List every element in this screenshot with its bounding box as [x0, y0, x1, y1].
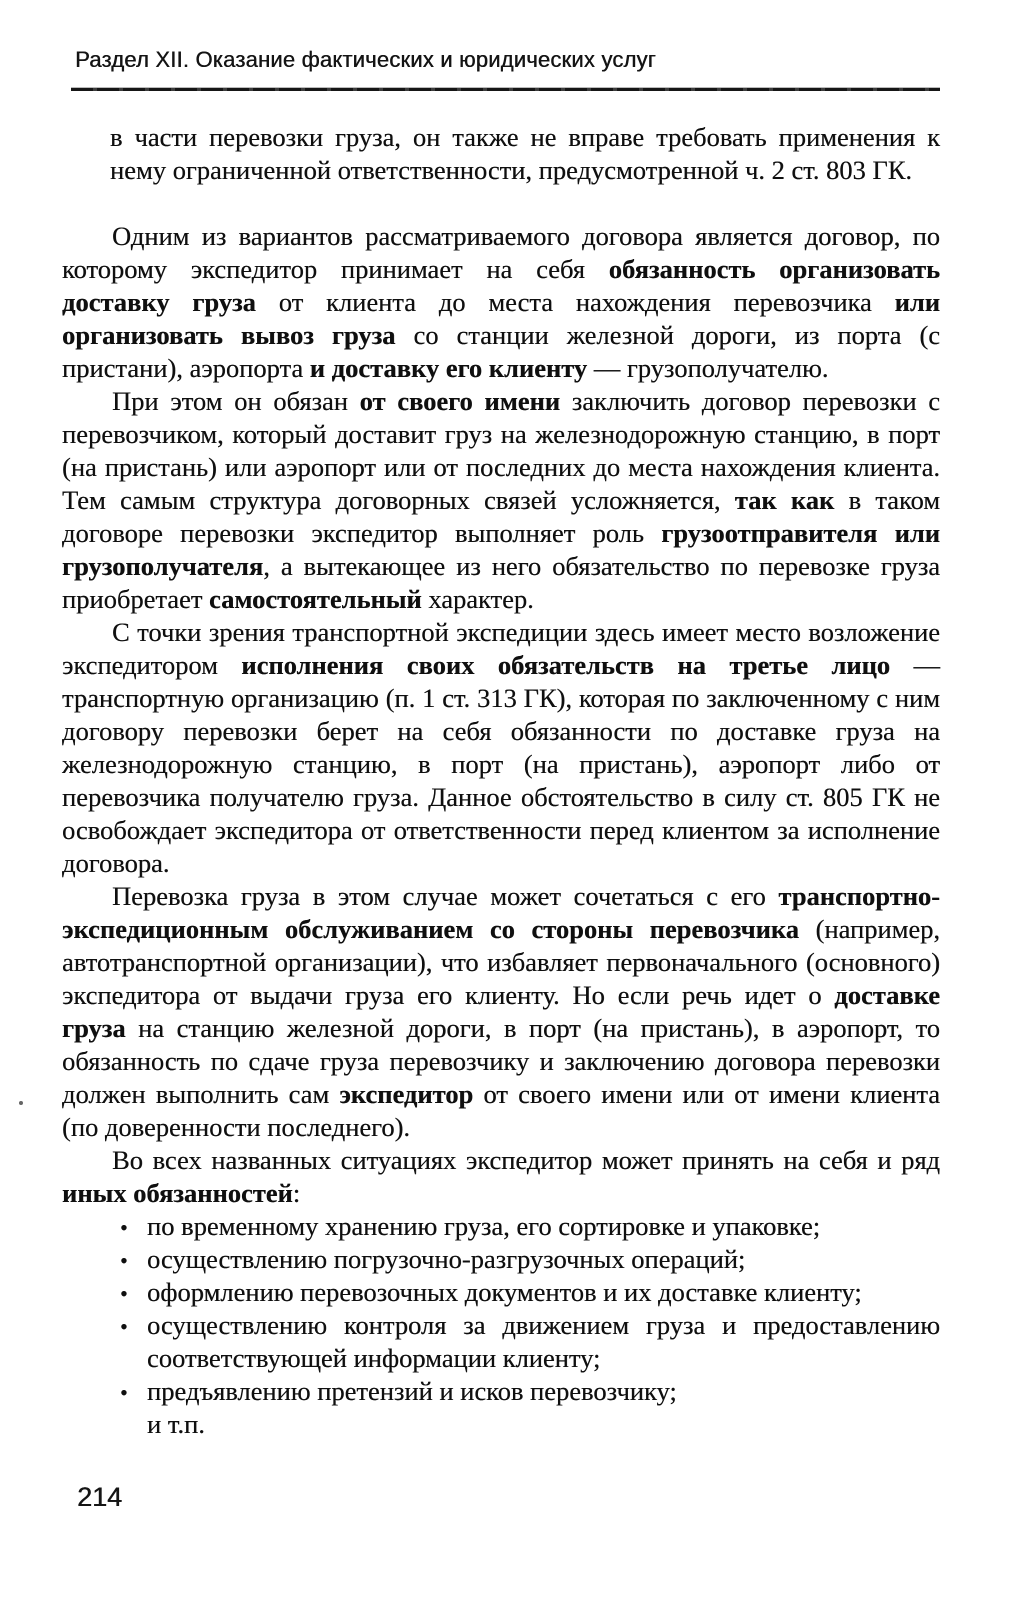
bullet-icon: • — [120, 1380, 128, 1405]
etc-line: и т.п. — [147, 1409, 205, 1439]
list-item-text — [147, 1244, 745, 1274]
bold-text-run: и доставку его клиенту — [309, 353, 588, 383]
text-run: по временному хранению груза, его сортировке и упаковке; — [147, 1211, 821, 1241]
bold-text-run: исполнения своих обязательств на третье лицо — [241, 650, 891, 680]
bullet-icon: • — [120, 1215, 128, 1240]
paragraph — [62, 385, 940, 616]
bold-text-run: или организовать вывоз груза — [62, 287, 940, 350]
paragraph — [62, 616, 940, 880]
list-item — [62, 1243, 940, 1276]
text-run: предъявлению претензий и исков перевозчику; — [147, 1376, 677, 1406]
text-run: С точки зрения транспортной экспедиции здесь имеет место возложение экспедитором — [62, 617, 940, 680]
text-run: (например, автотранспортной организации), что избавляет первоначального (основного) экспедитора от выдачи груза его клиенту. Но если речь идет о — [62, 914, 940, 1010]
list-item-text — [147, 1310, 940, 1373]
text-run: от своего имени или от имени клиента (по доверенности последнего). — [62, 1079, 941, 1142]
bold-text-run: экспедитор — [339, 1079, 474, 1109]
bold-text-run: так как — [734, 485, 835, 515]
text-run: характер. — [421, 584, 534, 614]
text-run: Одним из вариантов рассматриваемого договора является договор, по которому экспедитор принимает на себя — [62, 221, 940, 284]
header-rule — [71, 88, 940, 91]
text-run: осуществлению погрузочно-разгрузочных операций; — [147, 1244, 746, 1274]
paragraph — [62, 1144, 940, 1210]
bold-text-run: самостоятельный — [209, 584, 422, 614]
bullet-list — [62, 1210, 940, 1408]
bold-text-run: от своего имени — [359, 386, 561, 416]
list-item — [62, 1210, 940, 1243]
page-number: 214 — [77, 1482, 123, 1512]
text-run: в таком договоре перевозки экспедитор выполняет роль — [62, 485, 940, 548]
list-item-text — [147, 1277, 862, 1307]
paragraphs-container — [62, 220, 940, 1210]
text-run: : — [292, 1178, 301, 1208]
text-run: , а вытекающее из него обязательство по перевозке груза приобретает — [62, 551, 940, 614]
text-run: Перевозка груза в этом случае может сочетаться с его — [112, 881, 779, 911]
text-run: осуществлению контроля за движением груза и предоставлению соответствующей информации клиенту; — [147, 1310, 940, 1373]
continuation-paragraph — [110, 121, 940, 187]
scan-artifact-dot — [19, 1101, 23, 1105]
bold-text-run: доставке груза — [62, 980, 940, 1043]
bullet-icon: • — [120, 1248, 128, 1273]
text-run: от клиента до места нахождения перевозчика — [255, 287, 895, 317]
bullet-icon: • — [120, 1281, 128, 1306]
bold-text-run: грузоотправителя или грузополучателя — [62, 518, 940, 581]
bold-text-run: транспортно-экспедиционным обслуживанием со стороны перевозчика — [62, 881, 940, 944]
list-item — [62, 1375, 940, 1408]
list-item-text — [147, 1211, 820, 1241]
bold-text-run: обязанность организовать доставку груза — [62, 254, 940, 317]
bullet-icon: • — [120, 1314, 128, 1339]
running-header-title: Раздел XII. Оказание фактических и юридических услуг — [75, 47, 656, 72]
list-item — [62, 1276, 940, 1309]
text-run: Во всех названных ситуациях экспедитор может принять на себя и ряд — [112, 1145, 940, 1175]
text-run: на станцию железной дороги, в порт (на пристань), в аэропорт, то обязанность по сдаче груза перевозчику и заключению договора перевозки должен выполнить сам — [62, 1013, 940, 1109]
page-body — [62, 121, 940, 1441]
text-run: — грузополучателю. — [587, 353, 829, 383]
text-run: заключить договор перевозки с перевозчиком, который доставит груз на железнодорожную станцию, в порт (на пристань) или аэропорт или от последних до места нахождения клиента. Тем самым структура договорных связей усложняется, — [62, 386, 940, 515]
text-run: При этом он обязан — [112, 386, 360, 416]
text-run: оформлению перевозочных документов и их доставке клиенту; — [147, 1277, 862, 1307]
bold-text-run: иных обязанностей — [62, 1178, 293, 1208]
list-item — [62, 1309, 940, 1375]
text-run: — транспортную организацию (п. 1 ст. 313 ГК), которая по заключенному с ним договору перевозки берет на себя обязанности по доставке груза на железнодорожную станцию, в порт (на пристань), аэропорт либо от перевозчика получателю груза. Данное обстоятельство в силу ст. 805 ГК не освобождает экспедитора от ответственности перед клиентом за исполнение договора. — [62, 650, 940, 878]
text-run: со станции железной дороги, из порта (с пристани), аэропорта — [62, 320, 940, 383]
paragraph — [62, 220, 940, 385]
list-item-text — [147, 1376, 677, 1406]
text-run: в части перевозки груза, он также не вправе требовать применения к нему ограниченной ответственности, предусмотренной ч. 2 ст. 803 ГК. — [110, 122, 940, 185]
paragraph — [62, 880, 940, 1144]
